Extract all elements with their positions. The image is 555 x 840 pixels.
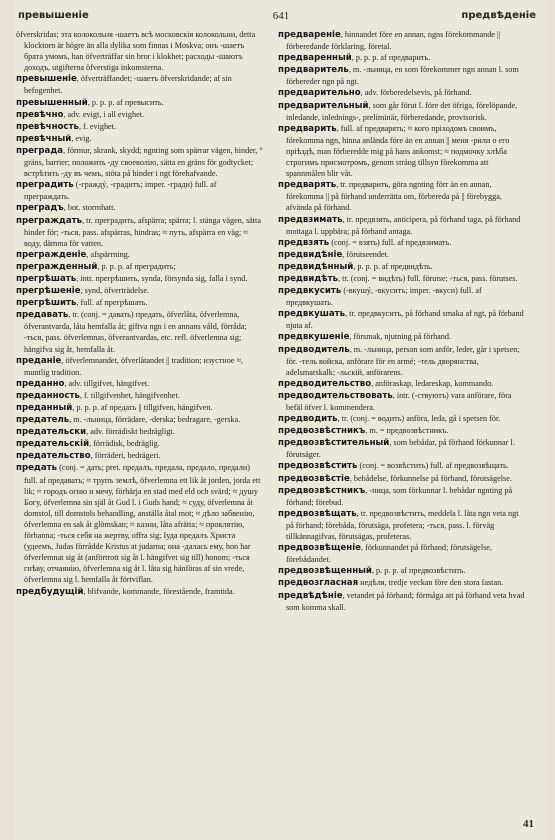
entry-definition: , tr. преградить, afspärra; spärra; l. stänga vägen, sätta hinder för; -ться, pass. afspärras, hindras; ≈ путь, afspärra en väg; ≈ воду, dämma för vatten. (24, 215, 261, 248)
entry-definition: , full. af прегрѣшать. (76, 298, 148, 308)
entry-definition: , adv. tillgifvet, hängifvet. (64, 378, 150, 388)
entry-headword: преградъ (16, 203, 64, 214)
entry-headword: предварять (278, 180, 337, 191)
entry-definition: , full. af предварять; ≈ кого пріходомъ своимъ, förekomma ngn, hinna anlända före än en annan || меня -рили о его пріѣздѣ, man förberedde mig på hans ankomst; ≈ подмочку хлѣба строгимъ присмотромъ, genom sträng tillsyn förekomma att spannmålen blir våt. (286, 123, 510, 179)
dictionary-entry (16, 285, 264, 297)
dictionary-entry (278, 261, 526, 273)
entry-definition: , blifvande, kommande, förestående, framtida. (83, 586, 235, 596)
dictionary-entry (278, 542, 526, 565)
entry-definition: , förutseendet. (342, 249, 389, 259)
entry-definition: , öfverträffandet; -шаетъ öfverskridande; af sin befogenhet. (24, 74, 232, 96)
entry-definition: , som går förut l. före det öfriga, förelöpande, inledande, inlednings-, preliminär, förberedande, provisorisk. (286, 100, 518, 122)
entry-headword: предать (16, 463, 58, 474)
entry-definition: , öfverlemnandet, öfverlåtandet || tradition; изустное ≈, muntlig tradition. (24, 355, 244, 377)
dictionary-entry (16, 309, 264, 354)
dictionary-entry (16, 414, 264, 426)
dictionary-entry (278, 565, 526, 577)
dictionary-entry (16, 97, 264, 109)
dictionary-entry (278, 413, 526, 425)
entry-headword: предбудущій (16, 586, 84, 597)
page-header (14, 10, 548, 28)
dictionary-entry (278, 331, 526, 343)
entry-definition: , adv. evigt, i all evighet. (63, 109, 145, 119)
entry-headword: предвозвѣстительный (278, 438, 390, 449)
entry-headword: предательство (16, 451, 91, 462)
dictionary-entry (278, 273, 526, 285)
header-right-guideword: предвѣденіе (461, 10, 536, 21)
entry-definition: , m. -льница, person som anför, leder, går i spetsen; för. -тель войска, anförare för en armé; -тель дворянства, adelsmarskalk; -льскій, anförarens. (286, 344, 520, 377)
entry-headword: предавать (16, 310, 69, 321)
dictionary-entry (278, 460, 526, 472)
entry-definition: , förräderi, bedrägeri. (90, 451, 161, 461)
dictionary-entry (278, 179, 526, 213)
signature-mark: 41 (523, 818, 534, 830)
entry-definition: , evig. (71, 133, 92, 143)
entry-headword: превѣчно (16, 109, 64, 120)
entry-definition: , p. p. p. af предать || tillgifven, hängifven. (72, 403, 213, 412)
entry-definition: , tr. (conj. = давать) предать, öfverlåta, öfverlemna, öfverantvarda, låta hemfalla åt; giftva ngn i en annans våld, förråda; -ться, pass. öfverlemnas, öfverantvardas, etc. refl. öfverlemna sig; hängifva sig åt, hemfalla åt. (24, 310, 247, 354)
entry-headword: превышенный (16, 97, 88, 108)
entry-headword: предвозвѣщать (278, 508, 357, 519)
entry-definition: , f. evighet. (78, 121, 116, 131)
entry-headword: предвозвѣщеніе (278, 543, 361, 554)
entry-definition: , vetandet på förhand; förmåga att på förhand veta hvad som komma skall. (286, 590, 525, 612)
entry-definition: , adv. förrädiskt bedrägligt. (86, 427, 175, 437)
dictionary-entry (278, 437, 526, 460)
entry-headword: превѣчность (16, 121, 79, 132)
entry-definition: , hinnandet före en annan, ngns förekommande || förberedande förklaring, företal. (286, 30, 501, 52)
entry-headword: предводитель (278, 344, 350, 355)
entry-headword: предварительный (278, 100, 369, 111)
entry-definition: , p. p. p. af предвидѣть. (353, 261, 433, 271)
dictionary-entry (16, 273, 264, 285)
dictionary-entry (16, 179, 264, 202)
entry-headword: предвозвѣстіе (278, 473, 350, 484)
entry-definition: (-вкушý, -вкуситъ; imper. -вкуси) full. af предвкушать. (286, 286, 482, 308)
entry-headword: преданно (16, 378, 65, 389)
entry-definition: (-граждý, -градитъ; imper. -гради) full. af преграждать. (24, 180, 217, 202)
entry-headword: предвозвѣстникъ (278, 426, 366, 437)
dictionary-entry (16, 261, 264, 273)
entry-definition: , tr. предвзять, anticipera, på förhand taga, på förhand mottaga l. uppbära; på förhand antaga. (286, 214, 521, 236)
entry-definition: , tr. предвкусить, på förhand smaka af ngt, på förhand njuta af. (286, 309, 524, 331)
entry-headword: преданный (16, 403, 73, 413)
entry-definition: , tr. (conj. = водить) anföra, leda, gå i spetsen för. (337, 414, 501, 424)
entry-definition: , förmur, skrank, skydd; ngnting som spärrar vägen, hinder, ° gräns, barrier; положить -ду своеволію, sätta en gräns för godtycket; встрѣтить -ду въ чемъ, stöta på hinder i ngt förehafvande. (24, 145, 263, 179)
entry-headword: предваренный (278, 53, 352, 64)
entry-headword: предвидѣнный (278, 261, 354, 272)
dictionary-entry (16, 297, 264, 309)
entry-definition: , adv. förberedelsevis, på förhand. (360, 88, 472, 98)
entry-headword: предвидѣніе (278, 249, 343, 260)
entry-headword: предварительно (278, 88, 361, 99)
entry-headword: преданность (16, 390, 80, 401)
entry-definition: , bot. stormhatt. (63, 203, 116, 213)
right-column (278, 29, 526, 613)
entry-definition: öfverskridas; эта колокольня -шаетъ всѣ московскія колокольни, detta klocktorn är högre än alla dylika som finnas i Moskva; онъ -шаетъ брата умомъ, han öfverträffar sin bror i klokhet; расходы -шаютъ доходъ, utgifterna öfverstiga inkomsterna. (16, 30, 256, 73)
entry-definition: , försmak, njutning på förhand. (349, 332, 452, 342)
dictionary-entry (16, 249, 264, 261)
dictionary-entry (16, 73, 264, 96)
dictionary-entry (278, 214, 526, 237)
entry-definition: (conj. = дать; pret. предалъ, предала, предало, предали) full. af предавать; ≈ трупъ землѣ, öfverlemna ett lik åt jorden, jorda ett lik; ≈ городъ огню и мечу, förhärja en stad med eld och svärd; ≈ душу Богу, öfverlemna sin själ åt Gud l. i Guds hand; ≈ суду, öfverlemna åt domstol, till domstols behandling, anställa åtal mot; ≈ дѣло забвенію, öfverlemna en sak åt glömskan; ≈ казни, låta afrätta; ≈ проклятію, förbanna; -ться себя на жертву, offra sig; Іуда предалъ Христа (удеемъ, Judas förrådde Kristus at judarna; она -далась ему, hon har öfverlemnat sig åt (anförtrott sig åt l. hängifvet sig till) honom; -ться гнѣву, отчаянію, öfverlemna sig åt l. låta sig hänföras af sin vrede, öfverlemna sig l. hemfalla åt förtviflan. (24, 463, 261, 585)
entry-headword: прегражденіе (16, 249, 87, 260)
dictionary-entry (278, 123, 526, 179)
entry-headword: предводительствовать (278, 390, 393, 401)
entry-definition: , intr. (-ствуютъ) vara anförare, föra befäl öfver l. kommendera. (286, 390, 512, 412)
entry-headword: прегражденный (16, 261, 98, 272)
entry-headword: предвозгласная (278, 578, 359, 589)
entry-headword: преграда (16, 145, 64, 156)
dictionary-entry (278, 590, 526, 613)
entry-headword: предвидѣть (278, 273, 338, 284)
entry-definition: , afspärrning. (86, 249, 130, 259)
entry-definition: , p. p. p. af преградить; (97, 261, 176, 271)
dictionary-entry (16, 402, 264, 414)
dictionary-entry (278, 237, 526, 249)
entry-headword: предвкусить (278, 286, 342, 297)
dictionary-page (14, 0, 548, 840)
entry-headword: превышеніе (16, 74, 77, 85)
dictionary-entry (278, 508, 526, 542)
entry-definition: , p. p. p. af предвозвѣстить. (371, 566, 466, 576)
dictionary-entry (278, 344, 526, 378)
entry-headword: предвозвѣщенный (278, 566, 372, 577)
entry-headword: предательскій (16, 439, 90, 450)
dictionary-entry (16, 29, 264, 73)
entry-headword: предвкушеніе (278, 332, 350, 343)
entry-headword: предательски (16, 427, 87, 438)
entry-headword: прегрѣшить (16, 298, 77, 309)
entry-definition: недѣля, tredje veckan före den stora fastan. (358, 578, 504, 588)
entry-headword: предвареніе (278, 30, 341, 40)
page-number: 641 (272, 10, 290, 22)
dictionary-entry (278, 29, 526, 52)
entry-definition: , anföraskap, ledareskap, kommando. (371, 378, 494, 388)
entry-definition: , tr. (conj. = видѣть) full. förutse; -ться, pass. förutses. (338, 273, 518, 283)
entry-headword: предваритель (278, 65, 349, 76)
entry-headword: предатель (16, 415, 70, 426)
dictionary-entry (16, 462, 264, 585)
dictionary-entry (278, 100, 526, 123)
entry-definition: (conj. = возвѣстить) full. af предвозвѣщать. (357, 461, 509, 471)
dictionary-entry (278, 425, 526, 437)
dictionary-entry (16, 586, 264, 598)
dictionary-entry (16, 215, 264, 249)
entry-headword: прегрѣшать (16, 273, 77, 284)
dictionary-entry (16, 390, 264, 402)
left-column (16, 29, 264, 598)
dictionary-entry (16, 355, 264, 378)
entry-definition: , förkunnandet på förhand; förutsägelse, förebådandet. (286, 543, 492, 565)
entry-headword: предводить (278, 414, 338, 425)
entry-definition: , f. tillgifvenhet, hängifvenhet. (79, 390, 180, 400)
dictionary-entry (16, 145, 264, 179)
entry-headword: предвзимать (278, 214, 343, 225)
entry-headword: предвѣдѣніе (278, 590, 343, 601)
dictionary-entry (16, 109, 264, 121)
dictionary-entry (278, 64, 526, 87)
entry-headword: предвкушать (278, 309, 346, 320)
dictionary-entry (16, 121, 264, 133)
entry-headword: предвозвѣстить (278, 461, 358, 472)
entry-definition: , m. -льница, en som förekommer ngn annan l. som förbereder ngn på ngt. (286, 65, 519, 87)
entry-headword: предварить (278, 123, 337, 134)
dictionary-entry (16, 426, 264, 438)
dictionary-entry (278, 52, 526, 64)
entry-definition: , m. -льница, förrädare, -derska; bedragare, -gerska. (69, 415, 241, 425)
dictionary-entry (278, 378, 526, 390)
entry-definition: , p. p. p. af предварить. (351, 53, 431, 63)
entry-headword: преградить (16, 180, 74, 191)
dictionary-entry (16, 133, 264, 145)
entry-definition: (conj. = взять) full. af предвзимать. (329, 237, 452, 247)
entry-headword: предвозвѣстникъ (278, 485, 366, 496)
dictionary-entry (16, 450, 264, 462)
entry-headword: преданіе (16, 355, 62, 366)
dictionary-entry (278, 87, 526, 99)
entry-headword: предводительство (278, 378, 372, 389)
entry-definition: , förrädisk, bedräglig. (89, 439, 160, 449)
entry-definition: , tr. предвозвѣстить, meddela l. låta ngn veta ngt på förhand; förebåda, förutsäga, profetera; -ться, pass. l. förväg tillkännagifvas, förutsägas, profeteras. (286, 508, 519, 542)
dictionary-entry (16, 202, 264, 214)
dictionary-entry (16, 438, 264, 450)
dictionary-entry (278, 249, 526, 261)
entry-headword: преграждать (16, 215, 83, 226)
header-left-guideword: превышеніе (18, 10, 89, 21)
dictionary-entry (278, 577, 526, 589)
entry-definition: , -ница, som förkunnar l. bebådar ngnting på förhand; förebud. (286, 485, 513, 507)
dictionary-entry (278, 285, 526, 308)
entry-headword: предвзять (278, 237, 330, 248)
dictionary-entry (278, 308, 526, 331)
entry-definition: , tr. предварить, göra ngnting förr än en annan, förekomma || på förhand underrätta om, förbereda på || förebygga, afvända på förhand. (286, 180, 502, 213)
entry-definition: , som bebådar, på förhand förkunnar l. förutsäger. (286, 438, 515, 460)
entry-definition: , m. = предвозвѣстникъ. (365, 426, 449, 436)
entry-definition: , intr. прегрѣшить, synda, försynda sig, falla i synd. (76, 273, 248, 283)
entry-definition: , p. p. p. af превысить. (87, 97, 164, 107)
entry-definition: , synd, öfverträdelse. (80, 286, 149, 296)
dictionary-entry (278, 390, 526, 413)
entry-headword: превѣчный (16, 133, 72, 144)
dictionary-entry (278, 485, 526, 508)
entry-definition: , bebådelse, förkunnelse på förhand, förutsägelse. (349, 473, 512, 483)
entry-headword: прегрѣшеніе (16, 286, 81, 297)
dictionary-entry (16, 378, 264, 390)
dictionary-entry (278, 473, 526, 485)
